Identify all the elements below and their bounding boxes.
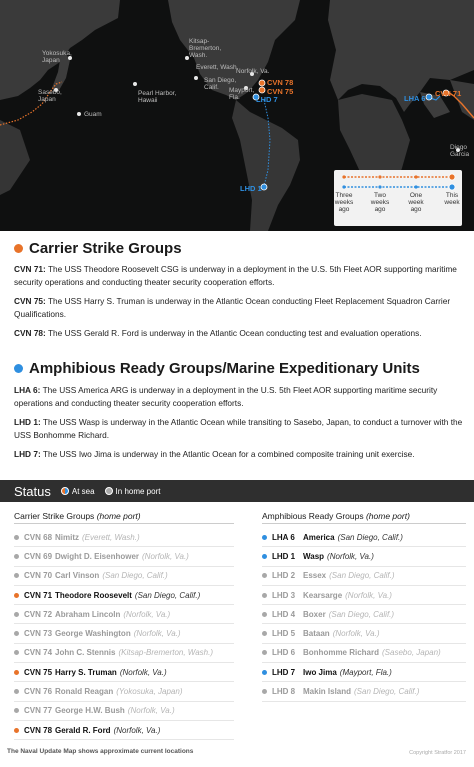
carrier-item: CVN 75: The USS Harry S. Truman is underway in the Atlantic Ocean conducting Fleet Replacement Squadron Carrier Qualifications.: [14, 296, 451, 319]
amphib-status-list: [262, 508, 466, 702]
home-port: (Sasebo, Japan): [382, 648, 441, 658]
home-port-dot-icon: [14, 535, 19, 540]
home-port: (San Diego, Calif.): [328, 609, 395, 619]
hull-number: CVN 74: [24, 648, 53, 658]
home-port-dot-icon: [14, 708, 19, 713]
hull-number: CVN 68: [24, 532, 53, 542]
hull-number: LHD 2: [272, 571, 296, 581]
home-port: (San Diego, Calif.): [337, 532, 403, 542]
home-port-dot-icon: [262, 631, 267, 636]
status-row: [262, 528, 466, 547]
timeline-tracks: [334, 170, 462, 194]
san-diego-dot: [194, 76, 198, 80]
ship-name: Makin Island: [303, 687, 352, 697]
status-row: [14, 702, 234, 721]
ship-name: Ronald Reagan: [55, 687, 114, 697]
status-row: [14, 528, 234, 547]
home-port: (Everett, Wash.): [82, 532, 140, 542]
legend-at-sea: At sea: [61, 487, 95, 496]
home-port-dot-icon: [14, 554, 19, 559]
hull-number: LHA 6: [272, 532, 295, 542]
status-row: [14, 605, 234, 624]
status-row: [262, 624, 466, 643]
home-port: (Norfolk, Va.): [113, 725, 161, 735]
status-row: [14, 721, 234, 740]
at-sea-dot-icon: [14, 670, 19, 675]
timeline-legend: [334, 170, 462, 226]
status-row: [262, 663, 466, 682]
at-sea-dot-icon: [262, 670, 267, 675]
home-port: (Norfolk, Va.): [119, 667, 167, 677]
ship-name: George Washington: [55, 629, 131, 639]
hull-number: CVN 76: [24, 687, 53, 697]
ship-name: Carl Vinson: [55, 571, 100, 581]
ship-label: LHD 7: [256, 95, 278, 104]
amphib-list-header: Amphibious Ready Groups (home port): [262, 508, 466, 524]
at-sea-dot-icon: [14, 728, 19, 733]
hull-number: LHD 3: [272, 590, 296, 600]
hull-number: CVN 75: [24, 667, 53, 677]
home-port: (San Diego, Calif.): [329, 571, 395, 581]
place-label: Everett, Wash.: [196, 64, 239, 71]
hull-number: CVN 72: [24, 609, 53, 619]
place-label: Mayport, Fla.: [229, 87, 255, 101]
ship-name: Bataan: [303, 629, 330, 639]
place-label: Norfolk, Va.: [236, 68, 270, 75]
pearl-harbor-dot: [133, 82, 137, 86]
ship-label: CVN 78: [267, 78, 294, 87]
status-row: [262, 644, 466, 663]
copyright: Copyright Stratfor 2017: [409, 750, 466, 756]
home-port-dot-icon: [262, 689, 267, 694]
hull-number: LHD 8: [272, 687, 296, 697]
home-port: (Kitsap-Bremerton, Wash.): [118, 648, 213, 658]
lhd1-marker: [261, 184, 267, 190]
at-sea-icon: [61, 487, 69, 495]
amphib-item: LHD 7: The USS Iwo Jima is underway in the Atlantic Ocean for a combined composite training unit exercise.: [14, 449, 415, 459]
hull-number: CVN 69: [24, 551, 53, 561]
home-port: (Norfolk, Va.): [133, 629, 181, 639]
home-port: (Norfolk, Va.): [123, 609, 171, 619]
home-port-dot-icon: [14, 689, 19, 694]
status-row: [14, 682, 234, 701]
ship-name: Kearsarge: [303, 590, 343, 600]
footer-note: The Naval Update Map shows approximate current locations: [7, 748, 194, 755]
hull-number: LHD 4: [272, 609, 296, 619]
status-row: [14, 663, 234, 682]
timeline-label: This week: [444, 192, 460, 206]
home-port-dot-icon: [262, 612, 267, 617]
lha6-marker: [426, 94, 432, 100]
at-sea-dot-icon: [14, 593, 19, 598]
home-port: (Norfolk, Va.): [327, 551, 374, 561]
home-port-dot-icon: [14, 631, 19, 636]
home-port: (Norfolk, Va.): [142, 551, 189, 561]
hull-number: CVN 70: [24, 571, 53, 581]
ship-name: America: [303, 532, 335, 542]
home-port: (Norfolk, Va.): [332, 629, 380, 639]
ship-name: Abraham Lincoln: [55, 609, 121, 619]
place-label: Yokosuka, Japan: [42, 50, 72, 64]
status-row: [14, 624, 234, 643]
guam-dot: [77, 112, 81, 116]
home-port: (Norfolk, Va.): [127, 706, 175, 716]
cvn75-marker: [259, 87, 265, 93]
home-port: (Mayport, Fla.): [339, 667, 392, 677]
hull-number: CVN 73: [24, 629, 53, 639]
status-row: [262, 586, 466, 605]
ship-name: Bonhomme Richard: [303, 648, 380, 658]
home-port: (San Diego, Calif.): [134, 590, 201, 600]
home-port-dot-icon: [262, 593, 267, 598]
home-port: (San Diego, Calif.): [354, 687, 420, 697]
ship-name: Harry S. Truman: [55, 667, 117, 677]
at-sea-dot-icon: [262, 535, 267, 540]
place-label: Kitsap- Bremerton, Wash.: [189, 38, 222, 59]
place-label: Sasebo, Japan: [38, 89, 62, 103]
ship-name: Iwo Jima: [303, 667, 337, 677]
ship-label: LHA 6: [404, 94, 426, 103]
hull-number: LHD 1: [272, 551, 296, 561]
home-port: (Norfolk, Va.): [345, 590, 392, 600]
ship-name: Boxer: [303, 609, 326, 619]
home-port-dot-icon: [262, 650, 267, 655]
status-row: [262, 605, 466, 624]
home-port: (Yokosuka, Japan): [116, 687, 183, 697]
hull-number: CVN 77: [24, 706, 53, 716]
status-row: [14, 644, 234, 663]
home-port-icon: [105, 487, 113, 495]
world-map: [0, 0, 474, 231]
place-label: Pearl Harbor, Hawaii: [138, 90, 177, 104]
status-bar: [0, 480, 474, 502]
carrier-item: CVN 71: The USS Theodore Roosevelt CSG is underway in a deployment in the U.S. 5th Fleet AOR supporting maritime security operations and conducting theater security cooperation efforts.: [14, 264, 457, 287]
status-row: [262, 547, 466, 566]
ship-name: Gerald R. Ford: [55, 725, 111, 735]
legend-home-port: In home port: [105, 487, 161, 496]
carrier-dot-icon: [14, 244, 23, 253]
place-label: San Diego, Calif.: [204, 77, 237, 91]
hull-number: LHD 6: [272, 648, 296, 658]
ship-label: CVN 75: [267, 87, 294, 96]
status-row: [262, 567, 466, 586]
home-port: (San Diego, Calif.): [102, 571, 168, 581]
status-title: Status: [14, 483, 51, 499]
south-america-land: [232, 100, 300, 231]
home-port-dot-icon: [14, 612, 19, 617]
amphib-dot-icon: [14, 364, 23, 373]
carrier-section-title: Carrier Strike Groups: [14, 240, 182, 257]
hull-number: LHD 7: [272, 667, 296, 677]
status-row: [14, 547, 234, 566]
amphib-item: LHD 1: The USS Wasp is underway in the Atlantic Ocean while transiting to Sasebo, Japan, to conduct a turnover with the USS Bonhomme Richard.: [14, 417, 463, 440]
ship-name: Essex: [303, 571, 327, 581]
ship-label: LHD 1: [240, 184, 262, 193]
hull-number: LHD 5: [272, 629, 296, 639]
hull-number: CVN 71: [24, 590, 53, 600]
place-label: Diego Garcia: [450, 144, 470, 158]
timeline-label: One week ago: [408, 192, 424, 213]
ship-name: Wasp: [303, 551, 325, 561]
at-sea-dot-icon: [262, 554, 267, 559]
home-port-dot-icon: [262, 573, 267, 578]
status-row: [262, 682, 466, 701]
southeast-asia-land: [0, 120, 30, 195]
cvn78-marker: [259, 80, 265, 86]
place-label: Guam: [84, 111, 102, 118]
home-port-dot-icon: [14, 650, 19, 655]
ship-name: George H.W. Bush: [55, 706, 125, 716]
carrier-status-list: [14, 508, 234, 740]
amphib-section-title: Amphibious Ready Groups/Marine Expeditionary Units: [14, 360, 420, 377]
timeline-label: Two weeks ago: [370, 192, 390, 213]
status-row: [14, 586, 234, 605]
carrier-item: CVN 78: The USS Gerald R. Ford is underway in the Atlantic Ocean conducting test and evaluation operations.: [14, 328, 422, 338]
hull-number: CVN 78: [24, 725, 53, 735]
ship-name: Dwight D. Eisenhower: [55, 551, 140, 561]
ship-name: Theodore Roosevelt: [55, 590, 132, 600]
ship-name: John C. Stennis: [55, 648, 116, 658]
ship-name: Nimitz: [55, 532, 79, 542]
home-port-dot-icon: [14, 573, 19, 578]
ship-label: CVN 71: [435, 89, 462, 98]
status-row: [14, 567, 234, 586]
timeline-label: Three weeks ago: [334, 192, 354, 213]
carrier-list-header: Carrier Strike Groups (home port): [14, 508, 234, 524]
amphib-item: LHA 6: The USS America ARG is underway in a deployment in the U.S. 5th Fleet AOR supporting maritime security operations and conducting theater security cooperation efforts.: [14, 385, 438, 408]
